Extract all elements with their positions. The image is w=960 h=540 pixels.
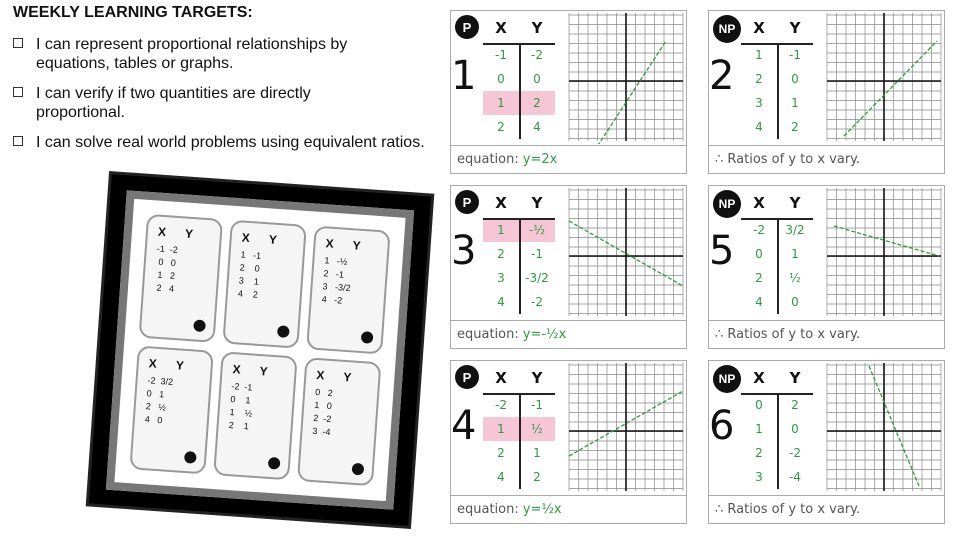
mini-card-header: X Y: [157, 224, 202, 242]
proportional-badge: NP: [713, 365, 741, 393]
column-header: Y: [531, 194, 543, 212]
table-cell: -1: [531, 398, 543, 412]
table-cell: 2: [791, 120, 799, 134]
mini-card-values: 1 -½ 2 -1 3 -3/2 4 -2: [321, 255, 351, 306]
learning-target-1: I can represent proportional relationships by equations, tables or graphs.: [13, 35, 413, 73]
mini-card-header: X Y: [325, 236, 370, 254]
table-cell: 0: [791, 422, 799, 436]
table-cell: 4: [497, 295, 505, 309]
xy-table: [483, 19, 555, 139]
card-number-dot: [361, 331, 374, 344]
table-cell: -1: [789, 48, 801, 62]
table-cell: 2: [755, 446, 763, 460]
table-cell: 2: [533, 470, 541, 484]
example-card-2: [708, 10, 945, 174]
card-number-dot: [268, 457, 281, 470]
proportional-badge: P: [455, 365, 479, 389]
column-header: Y: [531, 19, 543, 37]
table-cell: -4: [789, 470, 801, 484]
table-cell: -2: [789, 446, 801, 460]
table-cell: ½: [531, 422, 543, 436]
table-cell: 2: [533, 96, 541, 110]
table-cell: 0: [791, 72, 799, 86]
card-number-dot: [184, 451, 197, 464]
equation-value: y=-½x: [522, 327, 567, 342]
table-cell: 3: [755, 96, 763, 110]
table-cell: -2: [531, 48, 543, 62]
table-cell: 2: [497, 247, 505, 261]
table-cell: 1: [497, 223, 505, 237]
column-header: X: [753, 19, 765, 37]
checkbox-icon: [13, 38, 23, 48]
table-cell: -1: [531, 247, 543, 261]
table-cell: 0: [791, 295, 799, 309]
mini-task-card: [213, 351, 297, 480]
table-cell: 3: [755, 470, 763, 484]
table-cell: 4: [755, 295, 763, 309]
footer-label: equation:: [457, 327, 519, 342]
table-cell: 0: [755, 398, 763, 412]
column-header: X: [753, 369, 765, 387]
table-cell: 2: [755, 271, 763, 285]
page-title: WEEKLY LEARNING TARGETS:: [13, 4, 253, 21]
table-cell: 2: [755, 72, 763, 86]
table-cell: 2: [791, 398, 799, 412]
mini-card-values: 1 -1 2 0 3 1 4 2: [237, 249, 262, 300]
proportional-badge: P: [455, 190, 479, 214]
column-header: Y: [789, 369, 801, 387]
table-cell: 1: [791, 247, 799, 261]
table-cell: 0: [755, 247, 763, 261]
card-footer: [451, 495, 686, 523]
card-number-dot: [193, 319, 206, 332]
mini-task-card: [297, 357, 381, 486]
table-cell: 3: [497, 271, 505, 285]
checkbox-icon: [13, 87, 23, 97]
card-footer: [709, 145, 944, 173]
table-cell: 4: [497, 470, 505, 484]
card-number: 1: [451, 53, 477, 99]
table-cell: 1: [533, 446, 541, 460]
equation-value: y=2x: [522, 152, 558, 167]
mini-task-card: [129, 345, 213, 474]
mini-card-values: -1 -2 0 0 1 2 2 4: [153, 243, 179, 294]
table-cell: 1: [497, 96, 505, 110]
table-cell: -½: [529, 223, 545, 237]
mini-card-header: X Y: [148, 356, 193, 374]
card-number-dot: [277, 325, 290, 338]
mini-task-card: [139, 214, 223, 343]
example-card-6: [708, 360, 945, 524]
task-card-photo: [89, 174, 431, 526]
table-cell: -2: [495, 398, 507, 412]
column-header: Y: [531, 369, 543, 387]
mini-task-card: [222, 220, 306, 349]
example-card-4: [450, 360, 687, 524]
column-header: Y: [789, 19, 801, 37]
checkbox-icon: [13, 136, 23, 146]
table-cell: -3/2: [525, 271, 549, 285]
column-header: X: [753, 194, 765, 212]
table-cell: 2: [497, 120, 505, 134]
card-footer: [451, 320, 686, 348]
table-cell: 1: [755, 48, 763, 62]
card-number: 2: [709, 53, 735, 99]
table-cell: 4: [755, 120, 763, 134]
proportional-badge: NP: [713, 190, 741, 218]
column-header: Y: [789, 194, 801, 212]
example-card-5: [708, 185, 945, 349]
card-number: 6: [709, 403, 735, 449]
proportional-badge: NP: [713, 15, 741, 43]
table-cell: 3/2: [785, 223, 805, 237]
table-cell: 1: [497, 422, 505, 436]
example-card-3: [450, 185, 687, 349]
xy-table: [741, 194, 813, 314]
table-cell: 1: [755, 422, 763, 436]
xy-table: [483, 369, 555, 489]
mini-card-values: 0 2 1 0 2 -2 3 -4: [312, 386, 334, 438]
column-header: X: [495, 194, 507, 212]
example-card-1: [450, 10, 687, 174]
column-header: X: [495, 369, 507, 387]
table-cell: 1: [791, 96, 799, 110]
mini-task-card: [306, 226, 390, 355]
table-cell: 2: [497, 446, 505, 460]
table-cell: 0: [497, 72, 505, 86]
table-cell: -1: [495, 48, 507, 62]
learning-target-3: I can solve real world problems using equivalent ratios.: [13, 133, 433, 152]
footer-label: equation:: [457, 152, 519, 167]
xy-table: [741, 19, 813, 139]
footer-label: ∴ Ratios of y to x vary.: [715, 152, 861, 167]
table-cell: -2: [753, 223, 765, 237]
equation-value: y=½x: [522, 502, 562, 517]
card-number: 3: [451, 228, 477, 274]
mini-card-header: X Y: [232, 362, 277, 380]
mini-card-values: -2 -1 0 1 1 ½ 2 1: [228, 381, 253, 432]
card-number: 4: [451, 403, 477, 449]
mini-card-header: X Y: [315, 368, 360, 385]
table-cell: ½: [789, 271, 801, 285]
footer-label: equation:: [457, 502, 519, 517]
card-number: 5: [709, 228, 735, 274]
column-header: X: [495, 19, 507, 37]
card-footer: [451, 145, 686, 173]
card-footer: [709, 320, 944, 348]
graph-line: [834, 226, 939, 256]
table-cell: 0: [533, 72, 541, 86]
mini-card-values: -2 3/2 0 1 2 ½ 4 0: [144, 375, 174, 426]
mini-card-header: X Y: [241, 230, 286, 248]
xy-table: [483, 194, 555, 314]
footer-label: ∴ Ratios of y to x vary.: [715, 327, 861, 342]
learning-target-2: I can verify if two quantities are directly proportional.: [13, 84, 393, 122]
table-cell: 4: [533, 120, 541, 134]
card-footer: [709, 495, 944, 523]
card-number-dot: [352, 463, 365, 476]
table-cell: -2: [531, 295, 543, 309]
proportional-badge: P: [455, 15, 479, 39]
footer-label: ∴ Ratios of y to x vary.: [715, 502, 861, 517]
xy-table: [741, 369, 813, 489]
graph-line: [844, 41, 937, 136]
